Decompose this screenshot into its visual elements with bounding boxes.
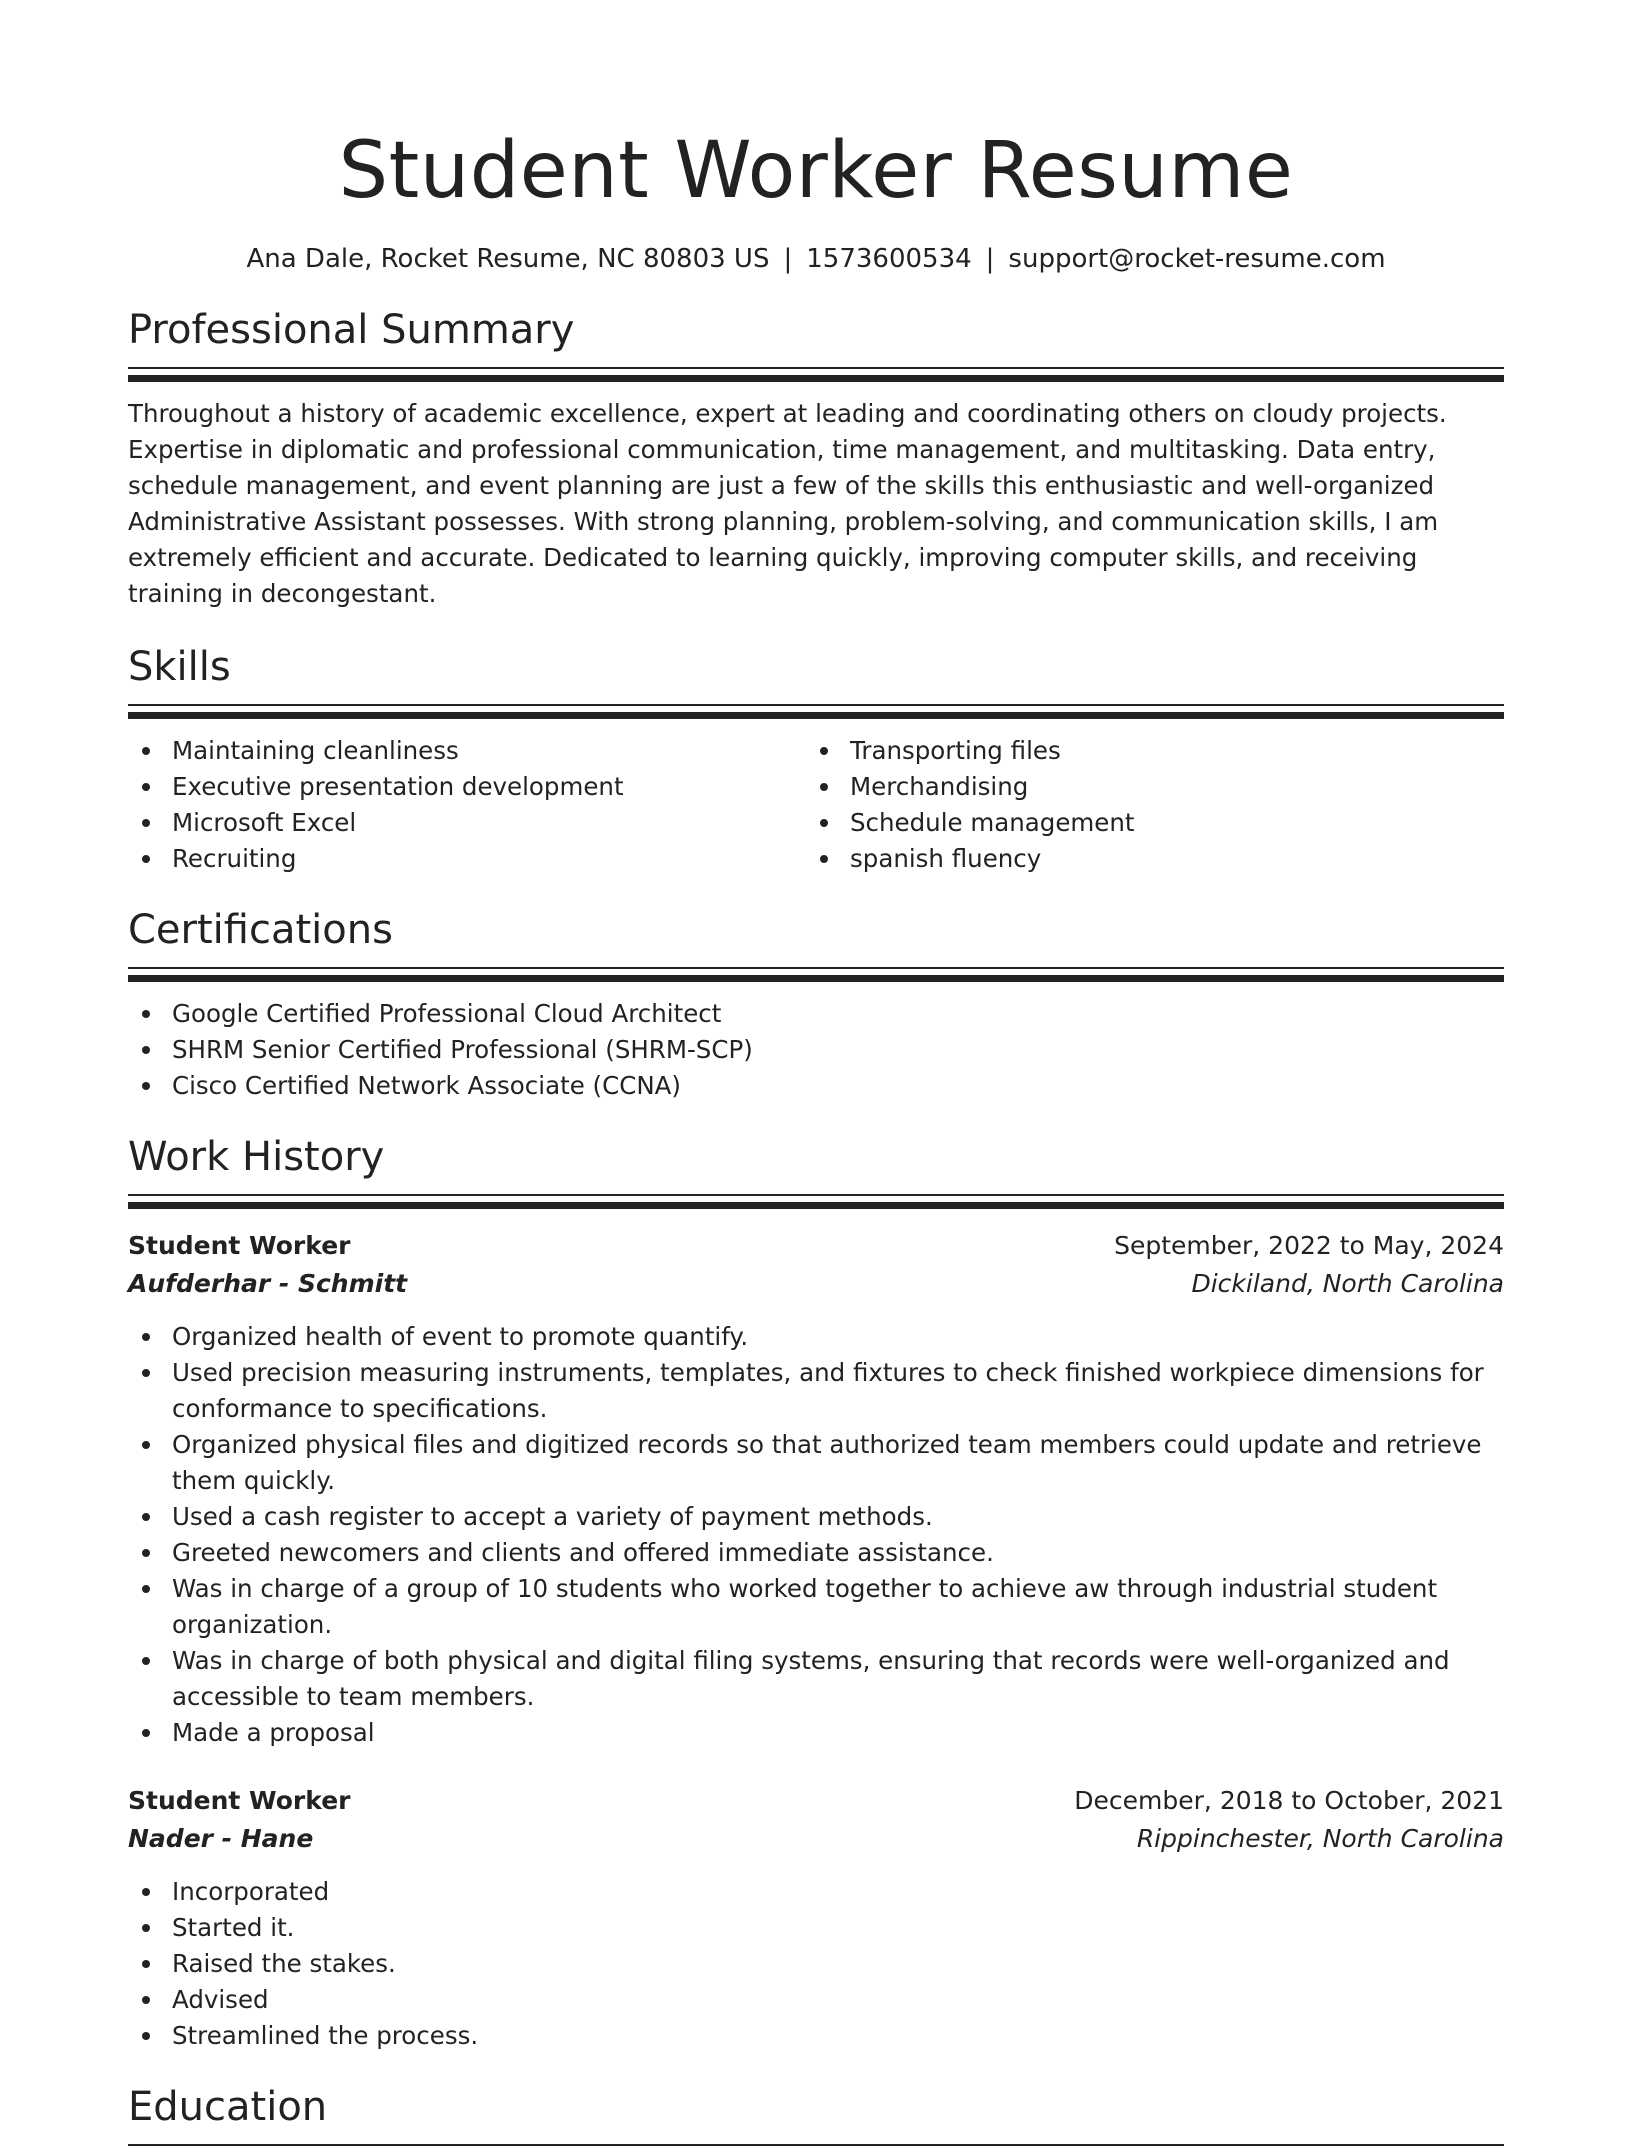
work-history-section — [128, 1132, 1504, 2054]
job-bullet: Made a proposal — [128, 1715, 1504, 1751]
bullet-icon — [142, 1082, 150, 1090]
job-bullets — [128, 1874, 1504, 2054]
education-section — [128, 2082, 1504, 2146]
job-location: Dickiland, North Carolina — [1191, 1269, 1504, 1298]
certification-item: Google Certified Professional Cloud Architect — [128, 996, 1504, 1032]
certification-item: SHRM Senior Certified Professional (SHRM-SCP) — [128, 1032, 1504, 1068]
resume-page — [128, 0, 1504, 2146]
job-bullets — [128, 1319, 1504, 1751]
section-rule — [128, 375, 1504, 382]
skill-item: Maintaining cleanliness — [128, 733, 806, 769]
job-bullet: Started it. — [128, 1910, 1504, 1946]
job-bullet: Raised the stakes. — [128, 1946, 1504, 1982]
bullet-icon — [142, 1046, 150, 1054]
skills-list-left — [128, 733, 806, 877]
contact-line — [128, 241, 1504, 277]
bullet-icon — [142, 1729, 150, 1737]
job-bullet: Streamlined the process. — [128, 2018, 1504, 2054]
skill-item: Recruiting — [128, 841, 806, 877]
section-heading-education: Education — [128, 2084, 328, 2130]
bullet-icon — [142, 1924, 150, 1932]
job-company: Aufderhar - Schmitt — [128, 1269, 408, 1298]
section-heading-work-history: Work History — [128, 1134, 385, 1180]
bullet-icon — [820, 783, 828, 791]
job-company: Nader - Hane — [128, 1824, 314, 1853]
job-dates: September, 2022 to May, 2024 — [1114, 1231, 1504, 1260]
job-bullet: Greeted newcomers and clients and offered immediate assistance. — [128, 1535, 1504, 1571]
bullet-icon — [142, 819, 150, 827]
job-header-row — [128, 1782, 1504, 1820]
certifications-list — [128, 996, 1504, 1104]
job-entry — [128, 1782, 1504, 2054]
bullet-icon — [142, 855, 150, 863]
job-bullet: Advised — [128, 1982, 1504, 2018]
job-bullet: Was in charge of a group of 10 students who worked together to achieve aw through industrial student organization. — [128, 1571, 1504, 1643]
section-rule — [128, 367, 1504, 369]
skill-item: spanish fluency — [806, 841, 1484, 877]
job-company-row — [128, 1265, 1504, 1303]
bullet-icon — [142, 1549, 150, 1557]
skills-section — [128, 642, 1504, 877]
job-location: Rippinchester, North Carolina — [1136, 1824, 1504, 1853]
bullet-icon — [142, 1657, 150, 1665]
bullet-icon — [142, 1888, 150, 1896]
bullet-icon — [142, 1996, 150, 2004]
bullet-icon — [142, 1333, 150, 1341]
skill-item: Schedule management — [806, 805, 1484, 841]
bullet-icon — [142, 1513, 150, 1521]
certifications-section — [128, 905, 1504, 1104]
skills-grid — [128, 733, 1504, 877]
skill-item: Transporting files — [806, 733, 1484, 769]
section-heading-certifications: Certifications — [128, 907, 393, 953]
contact-separator: | — [985, 244, 995, 274]
certification-item: Cisco Certified Network Associate (CCNA) — [128, 1068, 1504, 1104]
job-company-row — [128, 1820, 1504, 1858]
job-dates: December, 2018 to October, 2021 — [1074, 1786, 1504, 1815]
bullet-icon — [142, 1441, 150, 1449]
section-heading-skills: Skills — [128, 644, 231, 690]
job-title: Student Worker — [128, 1231, 351, 1260]
bullet-icon — [820, 747, 828, 755]
bullet-icon — [142, 1010, 150, 1018]
job-header-row — [128, 1227, 1504, 1265]
resume-title: Student Worker Resume — [338, 126, 1294, 216]
bullet-icon — [820, 819, 828, 827]
skill-item: Executive presentation development — [128, 769, 806, 805]
contact-phone: 1573600534 — [806, 244, 972, 274]
skill-item: Merchandising — [806, 769, 1484, 805]
bullet-icon — [142, 1369, 150, 1377]
contact-address: Ana Dale, Rocket Resume, NC 80803 US — [246, 244, 770, 274]
job-bullet: Used precision measuring instruments, templates, and fixtures to check finished workpiece dimensions for conformance to specifications. — [128, 1355, 1504, 1427]
section-rule — [128, 967, 1504, 969]
job-bullet: Organized physical files and digitized records so that authorized team members could update and retrieve them quickly. — [128, 1427, 1504, 1499]
bullet-icon — [820, 855, 828, 863]
section-heading-summary: Professional Summary — [128, 307, 575, 353]
bullet-icon — [142, 1960, 150, 1968]
bullet-icon — [142, 747, 150, 755]
job-entry — [128, 1227, 1504, 1751]
bullet-icon — [142, 2032, 150, 2040]
job-bullet: Organized health of event to promote quantify. — [128, 1319, 1504, 1355]
section-rule — [128, 712, 1504, 719]
job-bullet: Incorporated — [128, 1874, 1504, 1910]
job-title: Student Worker — [128, 1786, 351, 1815]
skill-item: Microsoft Excel — [128, 805, 806, 841]
summary-text: Throughout a history of academic excellence, expert at leading and coordinating others on cloudy projects. Expertise in diplomatic and professional communication, time management, and multitasking. Data entry, schedule management, and event planning are just a few of the skills this enthusiastic and well-organized Administrative Assistant possesses. With strong planning, problem-solving, and communication skills, I am extremely efficient and accurate. Dedicated to learning quickly, improving computer skills, and receiving training in decongestant. — [128, 399, 1447, 608]
section-rule — [128, 1194, 1504, 1196]
contact-separator: | — [783, 244, 793, 274]
bullet-icon — [142, 783, 150, 791]
bullet-icon — [142, 1585, 150, 1593]
section-rule — [128, 1202, 1504, 1209]
section-rule — [128, 704, 1504, 706]
contact-email: support@rocket-resume.com — [1008, 244, 1386, 274]
job-bullet: Used a cash register to accept a variety of payment methods. — [128, 1499, 1504, 1535]
section-rule — [128, 975, 1504, 982]
summary-section — [128, 305, 1504, 612]
skills-list-right — [806, 733, 1484, 877]
job-bullet: Was in charge of both physical and digital filing systems, ensuring that records were well-organized and accessible to team members. — [128, 1643, 1504, 1715]
